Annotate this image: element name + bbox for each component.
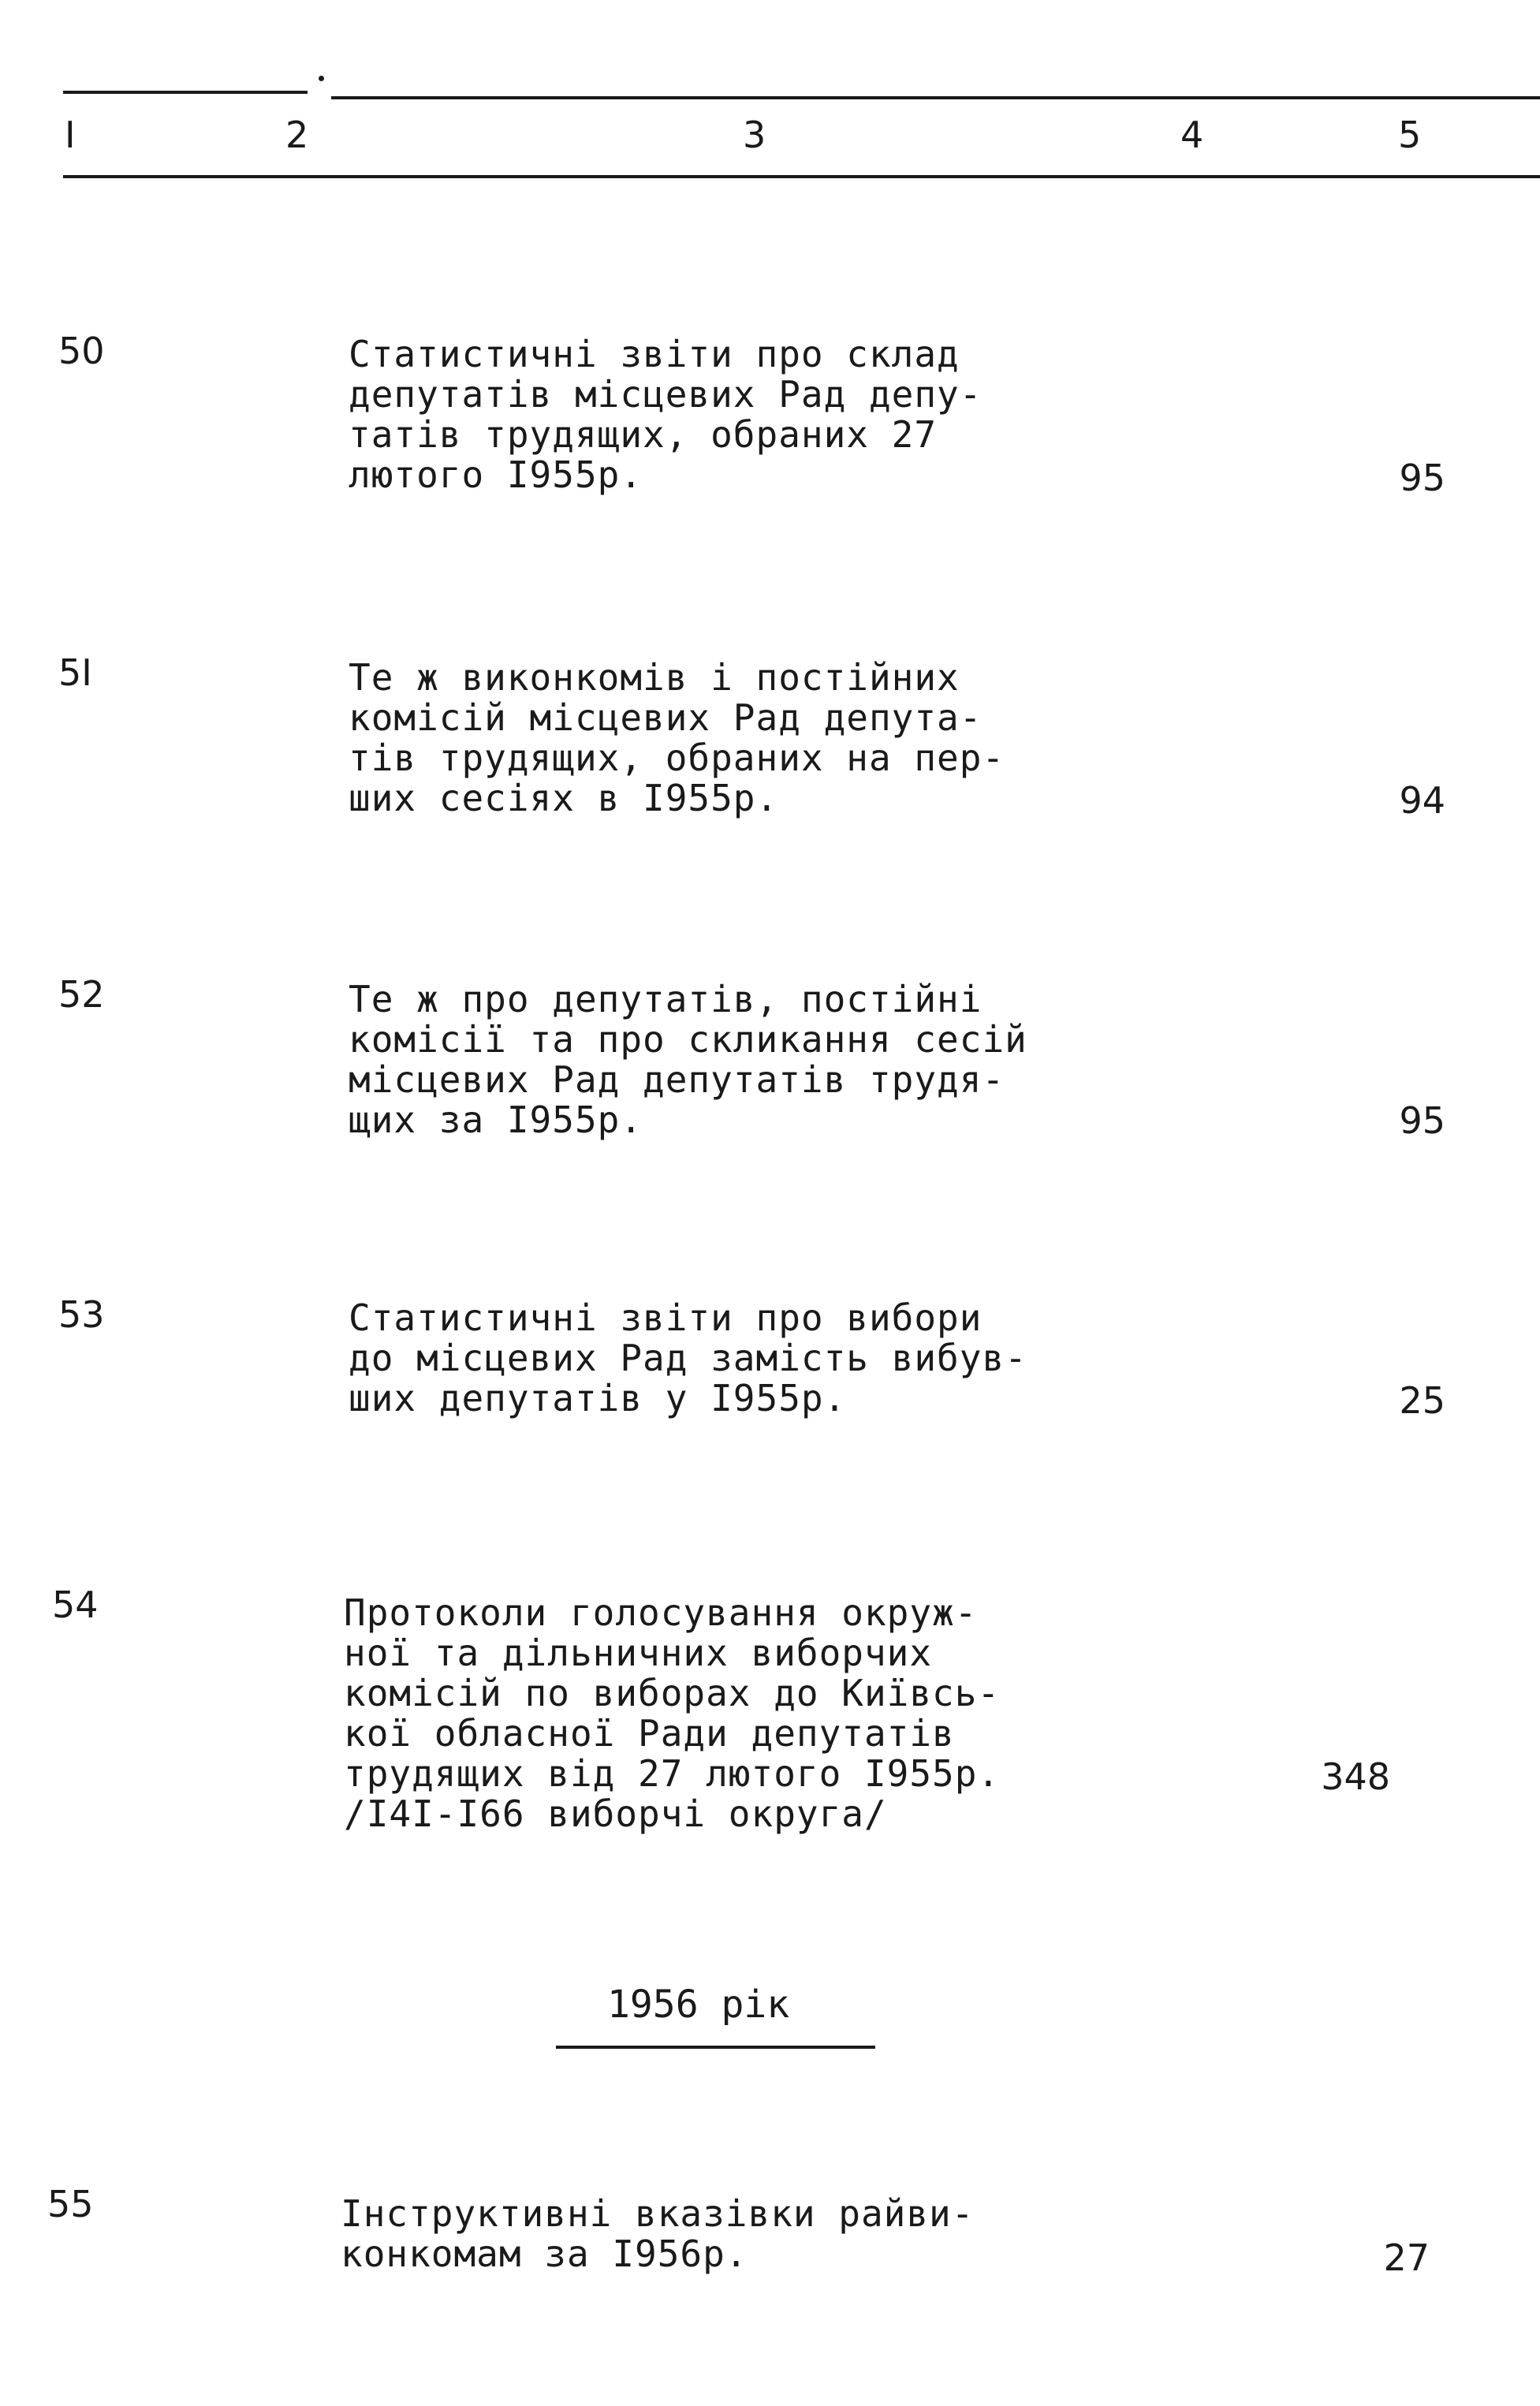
top-rule-left [63, 91, 308, 94]
entry-number: 54 [52, 1583, 99, 1626]
entry-description: Статистичні звіти про склад депутатів місцевих Рад депу- татів трудящих, обраних 27 лютого I955р. [349, 333, 983, 496]
entry-sheet-count: 27 [1383, 2236, 1430, 2279]
header-bottom-rule [63, 175, 1540, 178]
entry-sheet-count: 95 [1399, 1099, 1445, 1142]
column-header-1: I [65, 114, 76, 156]
entry-number: 53 [58, 1293, 105, 1336]
column-header-3: 3 [743, 114, 766, 156]
ink-dot [319, 76, 324, 81]
entry-sheet-count: 25 [1399, 1379, 1445, 1422]
entry-number: 52 [58, 973, 105, 1016]
entry-number: 50 [58, 330, 105, 372]
column-header-5: 5 [1398, 114, 1422, 156]
entry-sheet-count: 94 [1399, 779, 1445, 822]
entry-sheet-count: 348 [1321, 1755, 1390, 1798]
entry-description: Те ж про депутатів, постійні комісії та про скликання сесій місцевих Рад депутатів трудя- щих за I955р. [349, 978, 1027, 1141]
entry-description: Протоколи голосування окруж- ної та дільничних виборчих комісій по виборах до Київсь- кої обласної Ради депутатів трудящих від 27 лютого I955р. /I4I-I66 виборчі округа/ [344, 1591, 1001, 1835]
column-header-2: 2 [285, 114, 309, 156]
entry-description: Статистичні звіти про вибори до місцевих Рад замість вибув- ших депутатів у I955р. [349, 1296, 1027, 1419]
year-heading-underline [556, 2046, 875, 2049]
top-rule-right [331, 96, 1540, 99]
entry-sheet-count: 95 [1399, 457, 1445, 499]
entry-description: Те ж виконкомів і постійних комісій місцевих Рад депута- тів трудящих, обраних на пер- ших сесіях в I955р. [349, 656, 1005, 819]
entry-number: 5I [58, 651, 92, 694]
entry-description: Інструктивні вказівки райви- конкомам за I956р. [341, 2192, 975, 2275]
year-heading: 1956 рік [607, 1983, 790, 2027]
entry-number: 55 [47, 2183, 94, 2225]
column-header-4: 4 [1180, 114, 1204, 156]
